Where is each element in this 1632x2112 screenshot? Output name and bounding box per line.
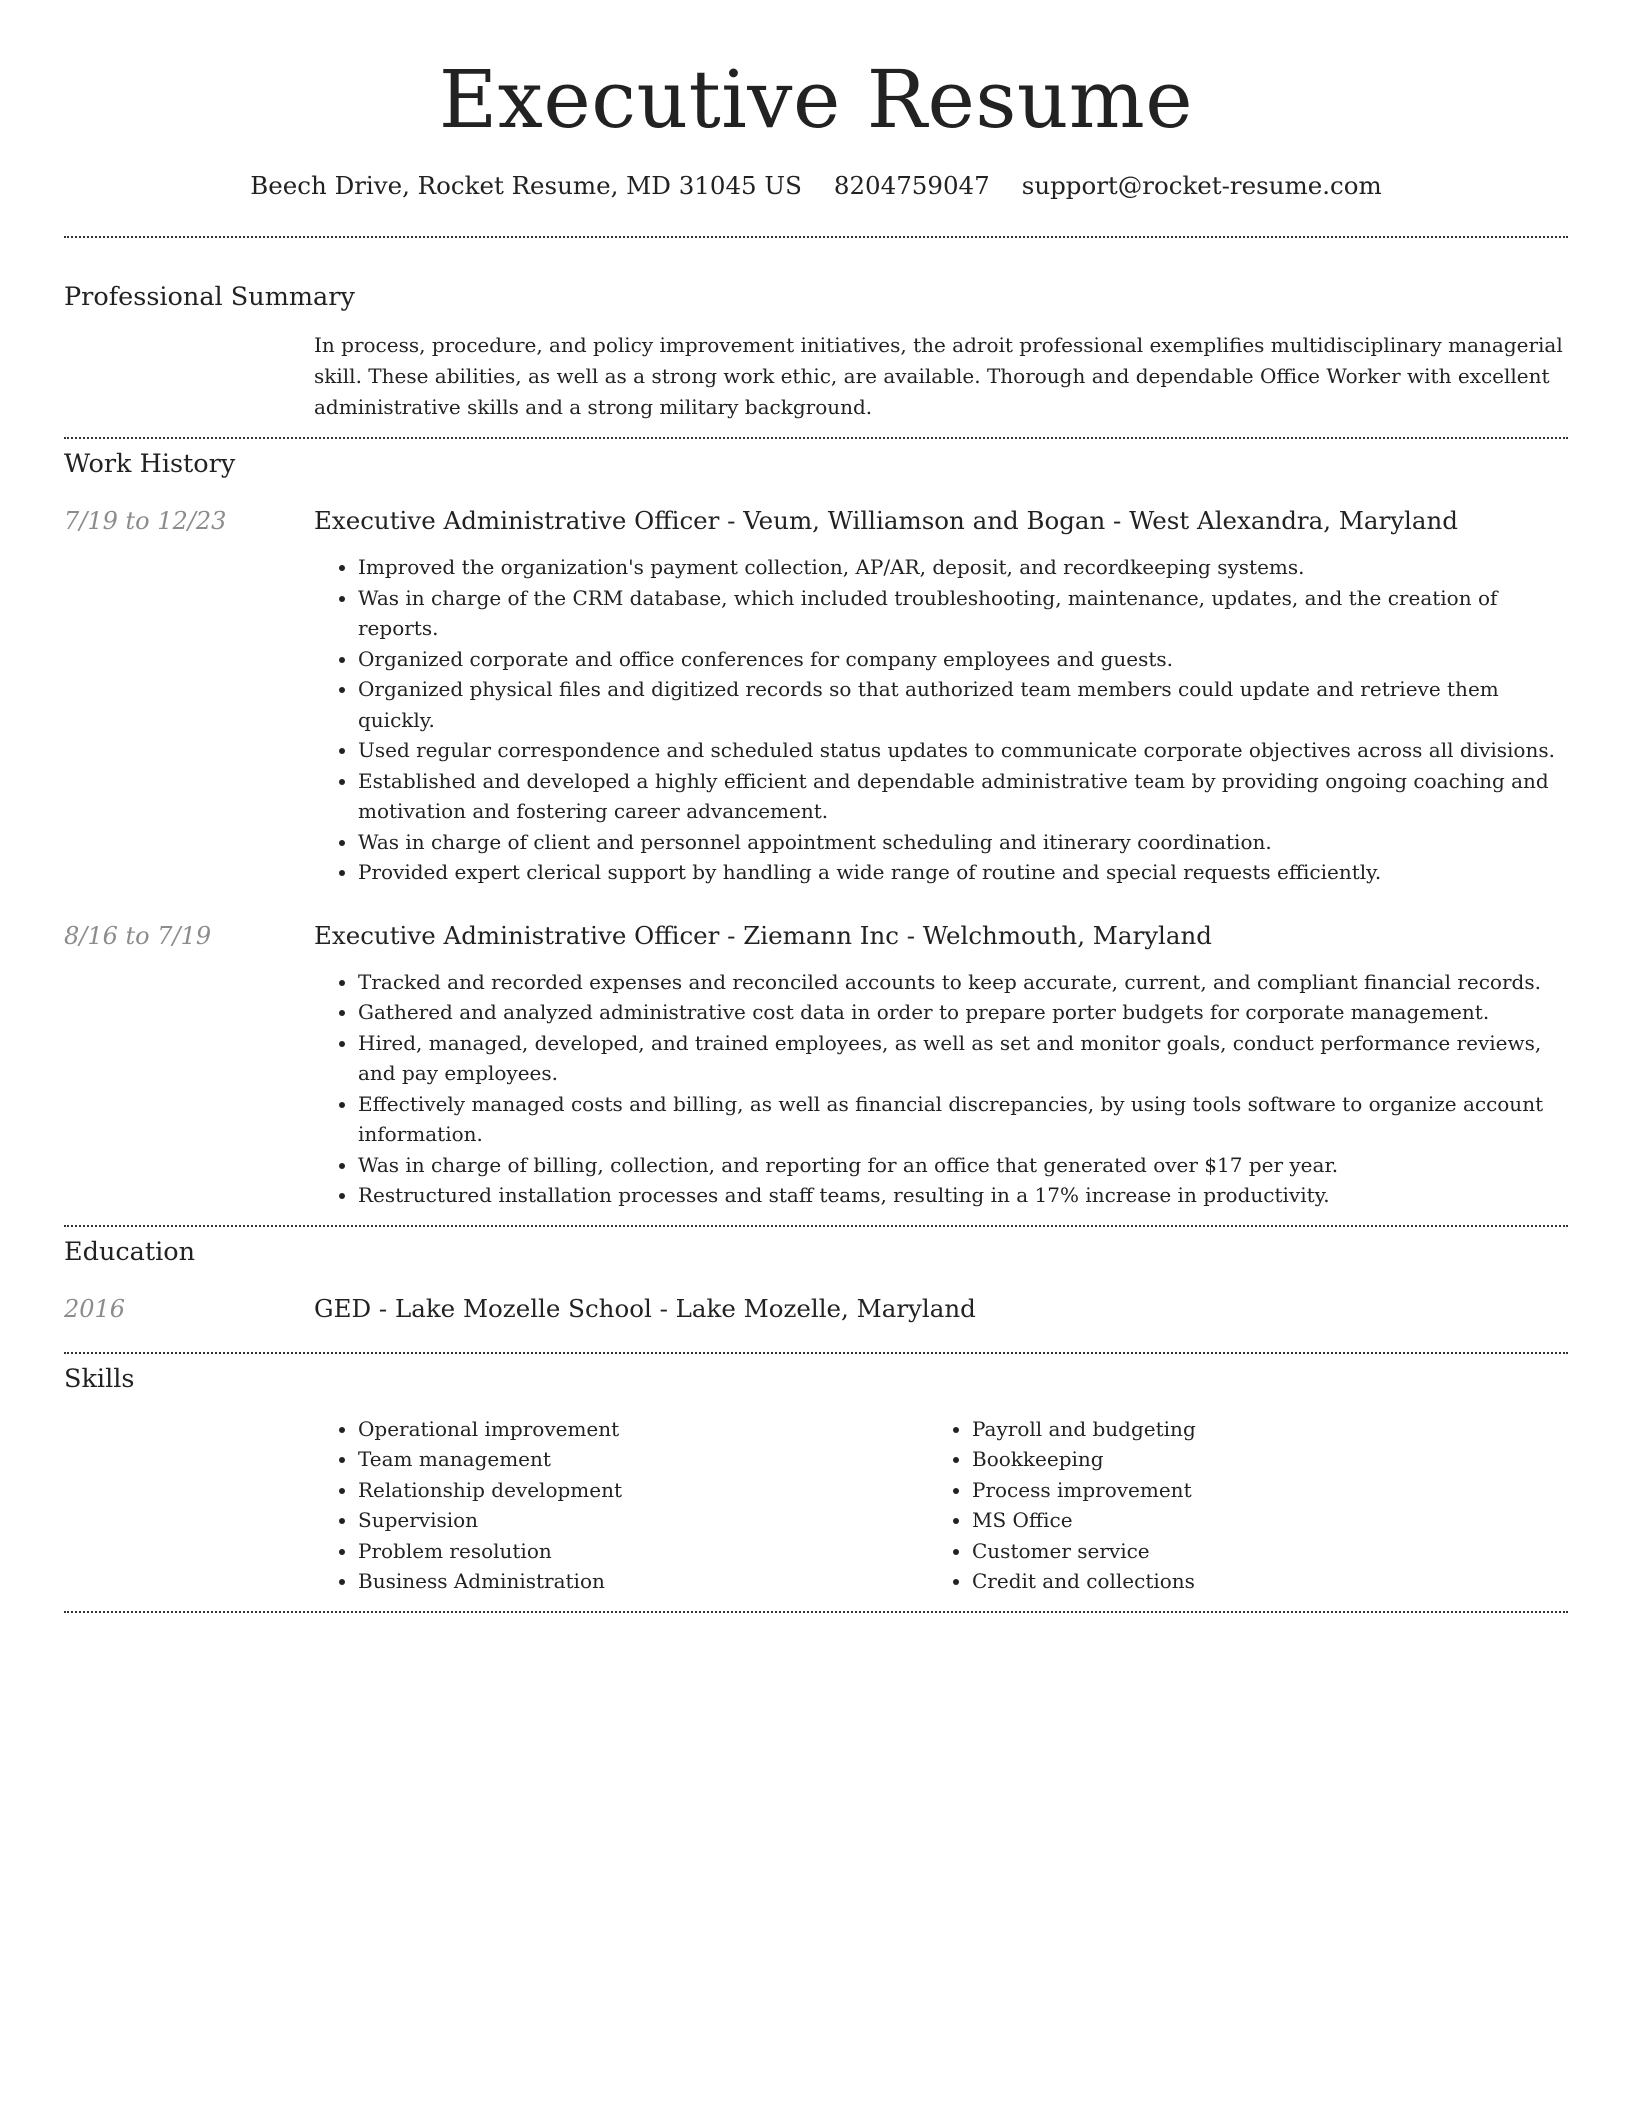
job-bullet: • Organized physical files and digitized records so that authorized team members could update and retrieve them quickly.	[358, 674, 1568, 735]
job-body	[314, 504, 1568, 888]
divider	[64, 437, 1568, 439]
education-heading: GED - Lake Mozelle School - Lake Mozelle, Maryland	[314, 1293, 976, 1323]
phone-number: 8204759047	[833, 171, 990, 200]
job-bullet: • Was in charge of the CRM database, which included troubleshooting, maintenance, updates, and the creation of reports.	[358, 583, 1568, 644]
skill-item: • Supervision	[358, 1505, 928, 1536]
job-bullet: • Tracked and recorded expenses and reconciled accounts to keep accurate, current, and compliant financial records.	[358, 967, 1568, 998]
resume-title: Executive Resume	[438, 53, 1194, 146]
job-heading: Executive Administrative Officer - Ziemann Inc - Welchmouth, Maryland	[314, 920, 1212, 950]
summary-text: In process, procedure, and policy improvement initiatives, the adroit professional exemplifies multidisciplinary managerial skill. These abilities, as well as a strong work ethic, are available. Thorough and dependable Office Worker with excellent administrative skills and a strong military background.	[314, 333, 1563, 419]
skill-item: • Operational improvement	[358, 1414, 928, 1445]
job-dates: 7/19 to 12/23	[64, 507, 227, 535]
job-bullet: • Organized corporate and office conferences for company employees and guests.	[358, 644, 1568, 675]
job-body	[314, 919, 1568, 1225]
section-title-skills: Skills	[64, 1363, 135, 1394]
job-bullet: • Was in charge of client and personnel appointment scheduling and itinerary coordination.	[358, 827, 1568, 858]
divider	[64, 1352, 1568, 1354]
job-bullet-list	[314, 552, 1568, 888]
skill-item: • Process improvement	[972, 1475, 1568, 1506]
job-bullet: • Used regular correspondence and scheduled status updates to communicate corporate objectives across all divisions.	[358, 735, 1568, 766]
job-bullet: • Provided expert clerical support by handling a wide range of routine and special requests efficiently.	[358, 857, 1568, 888]
email-address: support@rocket-resume.com	[1021, 171, 1382, 200]
section-title-work-history: Work History	[64, 449, 236, 479]
skills-column-right	[928, 1414, 1568, 1597]
job-entry	[64, 919, 1568, 1225]
skill-item: • Credit and collections	[972, 1566, 1568, 1597]
skill-item: • MS Office	[972, 1505, 1568, 1536]
job-heading: Executive Administrative Officer - Veum, Williamson and Bogan - West Alexandra, Maryland	[314, 506, 1458, 535]
education-entry	[64, 1292, 1568, 1326]
address: Beech Drive, Rocket Resume, MD 31045 US	[250, 171, 802, 200]
skill-item: • Relationship development	[358, 1475, 928, 1506]
skills-list	[314, 1414, 1568, 1597]
skills-column-left	[314, 1414, 928, 1597]
job-bullet: • Established and developed a highly efficient and dependable administrative team by providing ongoing coaching and motivation and fostering career advancement.	[358, 766, 1568, 827]
job-bullet: • Restructured installation processes and staff teams, resulting in a 17% increase in productivity.	[358, 1180, 1568, 1211]
contact-line	[64, 168, 1568, 204]
job-bullet-list	[314, 967, 1568, 1211]
job-bullet: • Improved the organization's payment collection, AP/AR, deposit, and recordkeeping systems.	[358, 552, 1568, 583]
job-entry	[64, 504, 1568, 888]
job-bullet: • Hired, managed, developed, and trained employees, as well as set and monitor goals, conduct performance reviews, and pay employees.	[358, 1028, 1568, 1089]
job-bullet: • Gathered and analyzed administrative cost data in order to prepare porter budgets for corporate management.	[358, 997, 1568, 1028]
job-bullet: • Was in charge of billing, collection, and reporting for an office that generated over $17 per year.	[358, 1150, 1568, 1181]
resume-page	[64, 0, 1568, 1613]
section-title-summary: Professional Summary	[64, 282, 355, 312]
education-date: 2016	[64, 1294, 126, 1323]
skill-item: • Bookkeeping	[972, 1444, 1568, 1475]
job-bullet: • Effectively managed costs and billing, as well as financial discrepancies, by using tools software to organize account information.	[358, 1089, 1568, 1150]
skill-item: • Customer service	[972, 1536, 1568, 1567]
divider	[64, 1611, 1568, 1613]
skill-item: • Problem resolution	[358, 1536, 928, 1567]
divider	[64, 1225, 1568, 1227]
job-dates: 8/16 to 7/19	[64, 921, 212, 950]
skill-item: • Team management	[358, 1444, 928, 1475]
education-body	[314, 1292, 1568, 1326]
skill-item: • Payroll and budgeting	[972, 1414, 1568, 1445]
skill-item: • Business Administration	[358, 1566, 928, 1597]
divider	[64, 236, 1568, 238]
section-title-education: Education	[64, 1236, 196, 1267]
